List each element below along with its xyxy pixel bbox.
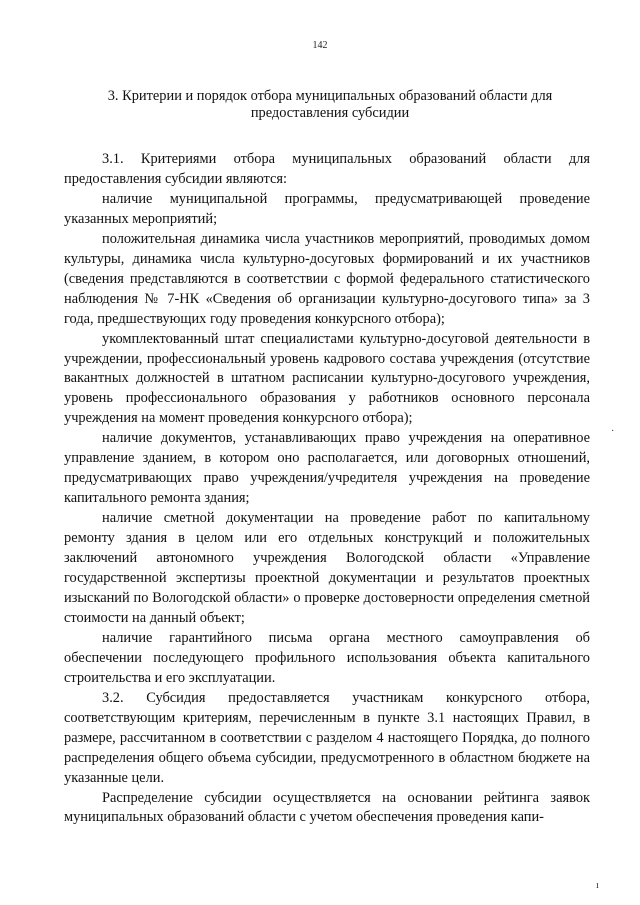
document-body bbox=[64, 150, 590, 828]
paragraph-subsidy-provision: 3.2. Субсидия предоставляется участникам конкурсного отбора, соответствующим критериям, перечисленным в пункте 3.1 настоящих Правил, в размере, рассчитанном в соответствии с разделом 4 настоящего Порядка, до полного распределения общего объема субсидии, предусмотренного в областном бюджете на указанные цели. bbox=[64, 689, 590, 786]
paragraph-criterion-guarantee: наличие гарантийного письма органа местного самоуправления об обеспечении последующего профильного использования объекта капитального строительства и его эксплуатации. bbox=[64, 629, 590, 686]
paragraph-criterion-dynamics: положительная динамика числа участников мероприятий, проводимых домом культуры, динамика числа культурно-досуговых формирований и их участников (сведения представляются в соответствии с формой федерального статистического наблюдения № 7-НК «Сведения об организации культурно-досугового типа» за 3 года, предшествующих году проведения конкурсного отбора); bbox=[64, 230, 590, 327]
paragraph-criteria-intro: 3.1. Критериями отбора муниципальных образований области для предоставления субсидии являются: bbox=[64, 151, 590, 187]
section-title: 3. Критерии и порядок отбора муниципальных образований области для предоставления субсидии bbox=[107, 88, 553, 121]
margin-mark: ı bbox=[596, 880, 599, 891]
paragraph-criterion-documents: наличие документов, устанавливающих право учреждения на оперативное управление зданием, в котором оно располагается, или договорных отношений, предусматривающих право учреждения/учредителя учреждения на проведение капитального ремонта здания; bbox=[64, 430, 590, 507]
margin-mark: · bbox=[611, 426, 615, 437]
paragraph-distribution: Распределение субсидии осуществляется на основании рейтинга заявок муниципальных образований области с учетом обеспечения проведения капи- bbox=[64, 789, 590, 826]
page-number: 142 bbox=[312, 40, 328, 51]
paragraph-criterion-estimate: наличие сметной документации на проведение работ по капитальному ремонту здания в целом или его отдельных конструкций и положительных заключений автономного учреждения Вологодской области «Управление государственной экспертизы проектной документации и результатов проектных изысканий по Вологодской области» о проверке достоверности определения сметной стоимости на данный объект; bbox=[64, 510, 590, 626]
paragraph-criterion-staff: укомплектованный штат специалистами культурно-досуговой деятельности в учреждении, профессиональный уровень кадрового состава учреждения (отсутствие вакантных должностей в штатном расписании культурно-досугового учреждения, уровень профессионального образования у работников основного персонала учреждения на момент проведения конкурсного отбора); bbox=[64, 330, 590, 427]
paragraph-criterion-program: наличие муниципальной программы, предусматривающей проведение указанных мероприятий; bbox=[64, 190, 590, 227]
